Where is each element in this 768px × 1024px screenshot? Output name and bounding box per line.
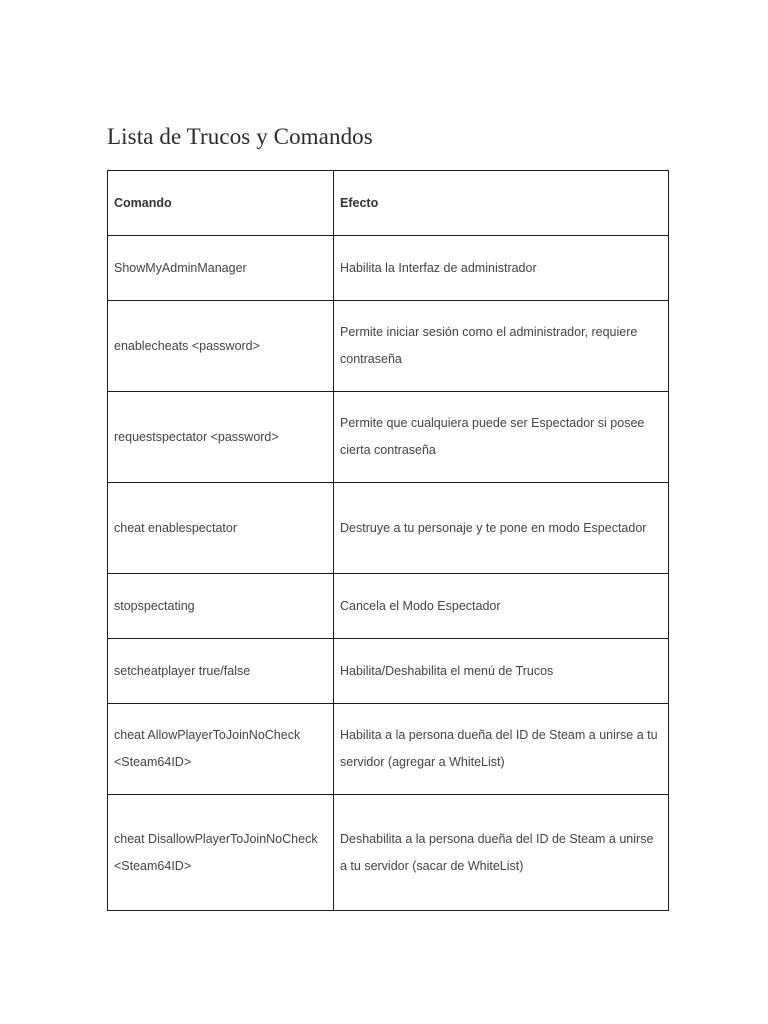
table-row — [108, 574, 669, 639]
table-row — [108, 301, 669, 392]
table-row — [108, 236, 669, 301]
effect-cell: Cancela el Modo Espectador — [334, 574, 669, 639]
command-cell: cheat AllowPlayerToJoinNoCheck <Steam64ID> — [108, 704, 334, 795]
command-cell: cheat DisallowPlayerToJoinNoCheck <Steam64ID> — [108, 795, 334, 911]
table-row — [108, 795, 669, 911]
command-cell: stopspectating — [108, 574, 334, 639]
effect-cell: Permite que cualquiera puede ser Espectador si posee cierta contraseña — [334, 392, 669, 483]
effect-cell: Destruye a tu personaje y te pone en modo Espectador — [334, 483, 669, 574]
header-effect: Efecto — [334, 171, 669, 236]
effect-cell: Deshabilita a la persona dueña del ID de Steam a unirse a tu servidor (sacar de WhiteList) — [334, 795, 669, 911]
effect-cell: Habilita la Interfaz de administrador — [334, 236, 669, 301]
effect-cell: Habilita/Deshabilita el menú de Trucos — [334, 639, 669, 704]
command-cell: requestspectator <password> — [108, 392, 334, 483]
command-cell: cheat enablespectator — [108, 483, 334, 574]
page-title: Lista de Trucos y Comandos — [107, 124, 373, 149]
effect-cell: Permite iniciar sesión como el administrador, requiere contraseña — [334, 301, 669, 392]
effect-cell: Habilita a la persona dueña del ID de Steam a unirse a tu servidor (agregar a WhiteList) — [334, 704, 669, 795]
table-row — [108, 639, 669, 704]
commands-table — [107, 170, 669, 911]
table-row — [108, 704, 669, 795]
table-header-row — [108, 171, 669, 236]
command-cell: setcheatplayer true/false — [108, 639, 334, 704]
command-cell: enablecheats <password> — [108, 301, 334, 392]
table-row — [108, 392, 669, 483]
header-command: Comando — [108, 171, 334, 236]
table-row — [108, 483, 669, 574]
command-cell: ShowMyAdminManager — [108, 236, 334, 301]
